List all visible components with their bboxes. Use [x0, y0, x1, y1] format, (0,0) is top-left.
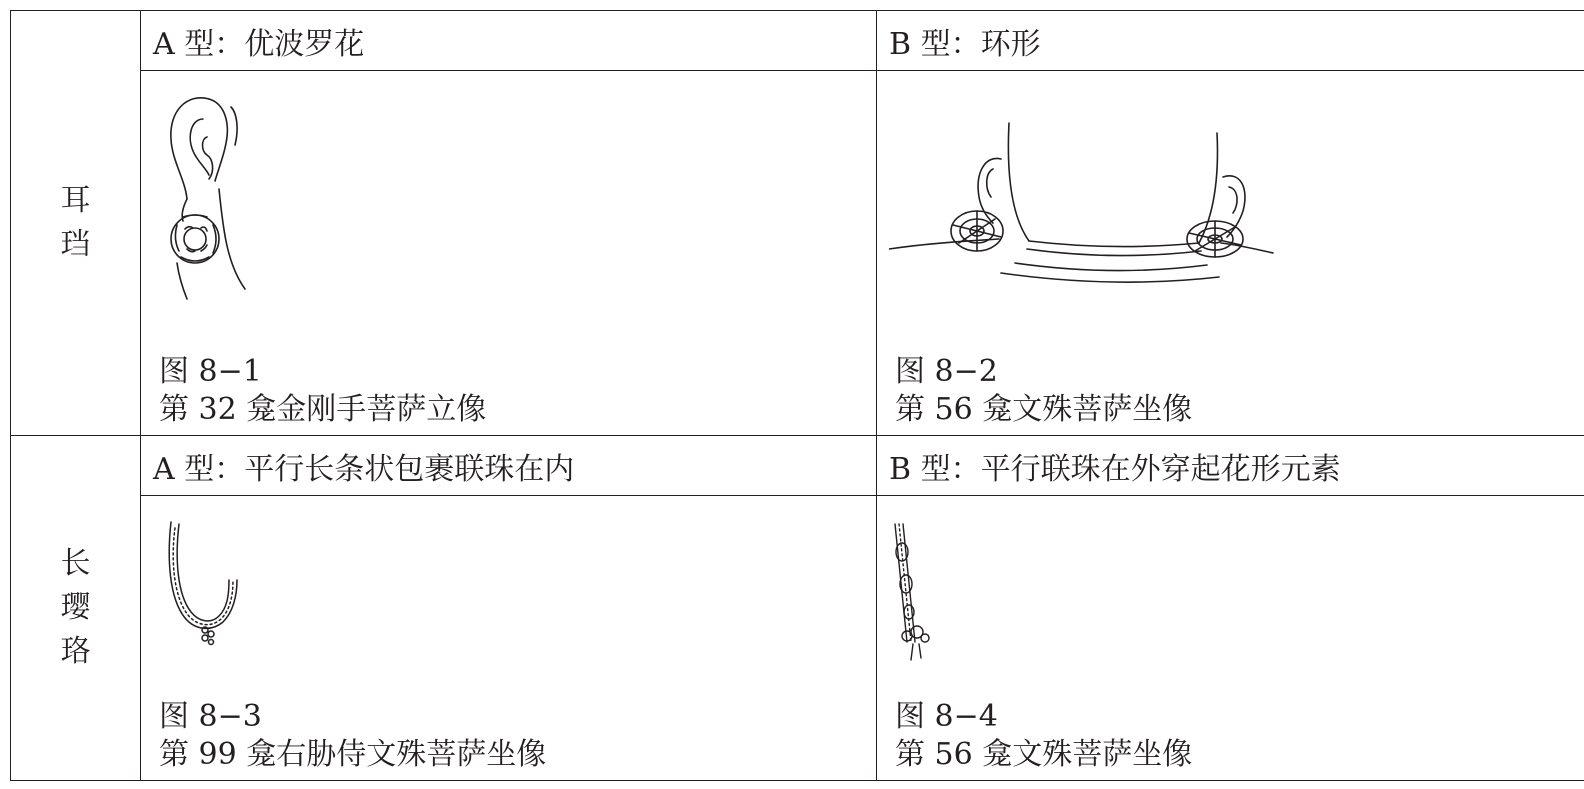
figure-caption-8-2 [895, 353, 1192, 429]
type-header-necklace-b: B 型：平行联珠在外穿起花形元素 [877, 436, 1584, 496]
figure-caption-8-1 [159, 353, 486, 429]
figure-caption-8-4 [895, 698, 1192, 774]
figure-title: 第 56 龛文殊菩萨坐像 [895, 737, 1193, 772]
row-label-char: 璎 [60, 590, 91, 625]
lotus-earring-drawing [157, 89, 257, 304]
row-label-earring [11, 11, 141, 436]
figure-number: 图 8−3 [159, 699, 262, 734]
row-label-char: 长 [60, 546, 91, 581]
figure-number: 图 8−1 [159, 354, 262, 389]
row-label-char: 珰 [60, 227, 91, 262]
flower-bead-necklace-drawing [889, 522, 949, 662]
row-label-char: 耳 [60, 183, 91, 218]
type-header-necklace-a: A 型：平行长条状包裹联珠在内 [141, 436, 877, 496]
figure-cell-8-3 [141, 496, 877, 781]
type-header-earring-a: A 型：优波罗花 [141, 11, 877, 71]
beaded-strand-necklace-drawing [161, 518, 251, 648]
figure-title: 第 32 龛金刚手菩萨立像 [159, 392, 487, 427]
ornament-classification-table [10, 10, 1584, 781]
figure-title: 第 56 龛文殊菩萨坐像 [895, 392, 1193, 427]
figure-number: 图 8−4 [895, 699, 998, 734]
row-label-necklace [11, 436, 141, 781]
figure-cell-8-2 [877, 71, 1584, 436]
ring-earring-drawing [889, 93, 1279, 308]
figure-cell-8-1 [141, 71, 877, 436]
row-label-char: 珞 [60, 634, 91, 669]
figure-caption-8-3 [159, 698, 546, 774]
figure-title: 第 99 龛右胁侍文殊菩萨坐像 [159, 737, 547, 772]
figure-cell-8-4 [877, 496, 1584, 781]
type-header-earring-b: B 型：环形 [877, 11, 1584, 71]
figure-number: 图 8−2 [895, 354, 998, 389]
